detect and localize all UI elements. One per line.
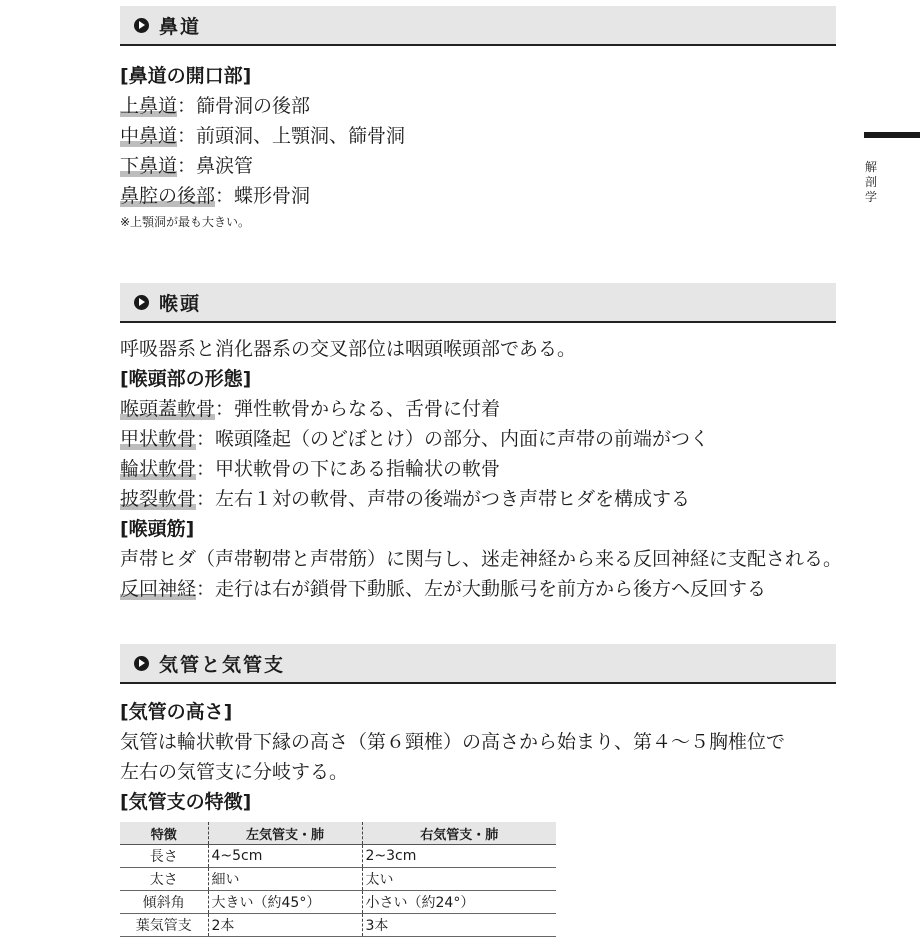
play-bullet-icon (134, 18, 149, 33)
list-item: 甲状軟骨：喉頭隆起（のどぼとけ）の部分、内面に声帯の前端がつく (120, 428, 710, 450)
section-header-trachea (120, 644, 836, 684)
nasal-content (120, 61, 850, 233)
table-cell: 2~3cm (362, 845, 556, 868)
list-item: 喉頭蓋軟骨：弾性軟骨からなる、舌骨に付着 (120, 398, 501, 420)
subhead: [気管支の特徴] (120, 791, 252, 813)
table-cell: 太い (362, 868, 556, 891)
subhead: [気管の高さ] (120, 701, 233, 723)
body-text: 左右の気管支に分岐する。 (120, 761, 349, 783)
list-item: 鼻腔の後部：蝶形骨洞 (120, 185, 311, 207)
section-header-larynx (120, 283, 836, 323)
section-title: 喉頭 (159, 292, 202, 315)
side-tab-label: 解 剖 学 (864, 160, 877, 204)
section-title: 鼻道 (159, 15, 202, 38)
table-row (120, 914, 556, 937)
table-cell: 長さ (120, 845, 208, 868)
table-row (120, 891, 556, 914)
table-cell: 傾斜角 (120, 891, 208, 914)
list-item: 披裂軟骨：左右１対の軟骨、声帯の後端がつき声帯ヒダを構成する (120, 488, 691, 510)
side-tab-bar (864, 132, 920, 138)
table-cell: 3本 (362, 914, 556, 937)
table-row (120, 868, 556, 891)
section-title: 気管と気管支 (159, 653, 286, 676)
intro-text: 呼吸器系と消化器系の交叉部位は咽頭喉頭部である。 (120, 338, 577, 360)
list-item: 上鼻道：篩骨洞の後部 (120, 95, 311, 117)
table-cell: 大きい（約45°） (208, 891, 362, 914)
larynx-content (120, 334, 850, 604)
footnote: ※上顎洞が最も大きい。 (120, 215, 251, 229)
subhead: [喉頭筋] (120, 518, 195, 540)
play-bullet-icon (134, 295, 149, 310)
table-cell: 太さ (120, 868, 208, 891)
table-row (120, 845, 556, 868)
table-header-row (120, 822, 556, 845)
section-header-nasal (120, 6, 836, 46)
table-header: 特徴 (120, 822, 208, 845)
table-cell: 小さい（約24°） (362, 891, 556, 914)
table-cell: 細い (208, 868, 362, 891)
list-item: 下鼻道：鼻涙管 (120, 155, 254, 177)
body-text: 気管は輪状軟骨下縁の高さ（第６頸椎）の高さから始まり、第４～５胸椎位で (120, 731, 786, 753)
table-cell: 葉気管支 (120, 914, 208, 937)
list-item: 反回神経：走行は右が鎖骨下動脈、左が大動脈弓を前方から後方へ反回する (120, 578, 767, 600)
subhead: [鼻道の開口部] (120, 65, 252, 87)
body-text: 声帯ヒダ（声帯靭帯と声帯筋）に関与し、迷走神経から来る反回神経に支配される。 (120, 548, 843, 570)
trachea-content (120, 697, 850, 817)
table-cell: 4~5cm (208, 845, 362, 868)
list-item: 中鼻道：前頭洞、上顎洞、篩骨洞 (120, 125, 406, 147)
table-header: 左気管支・肺 (208, 822, 362, 845)
table-cell: 2本 (208, 914, 362, 937)
table-header: 右気管支・肺 (362, 822, 556, 845)
subhead: [喉頭部の形態] (120, 368, 252, 390)
list-item: 輪状軟骨：甲状軟骨の下にある指輪状の軟骨 (120, 458, 501, 480)
play-bullet-icon (134, 656, 149, 671)
